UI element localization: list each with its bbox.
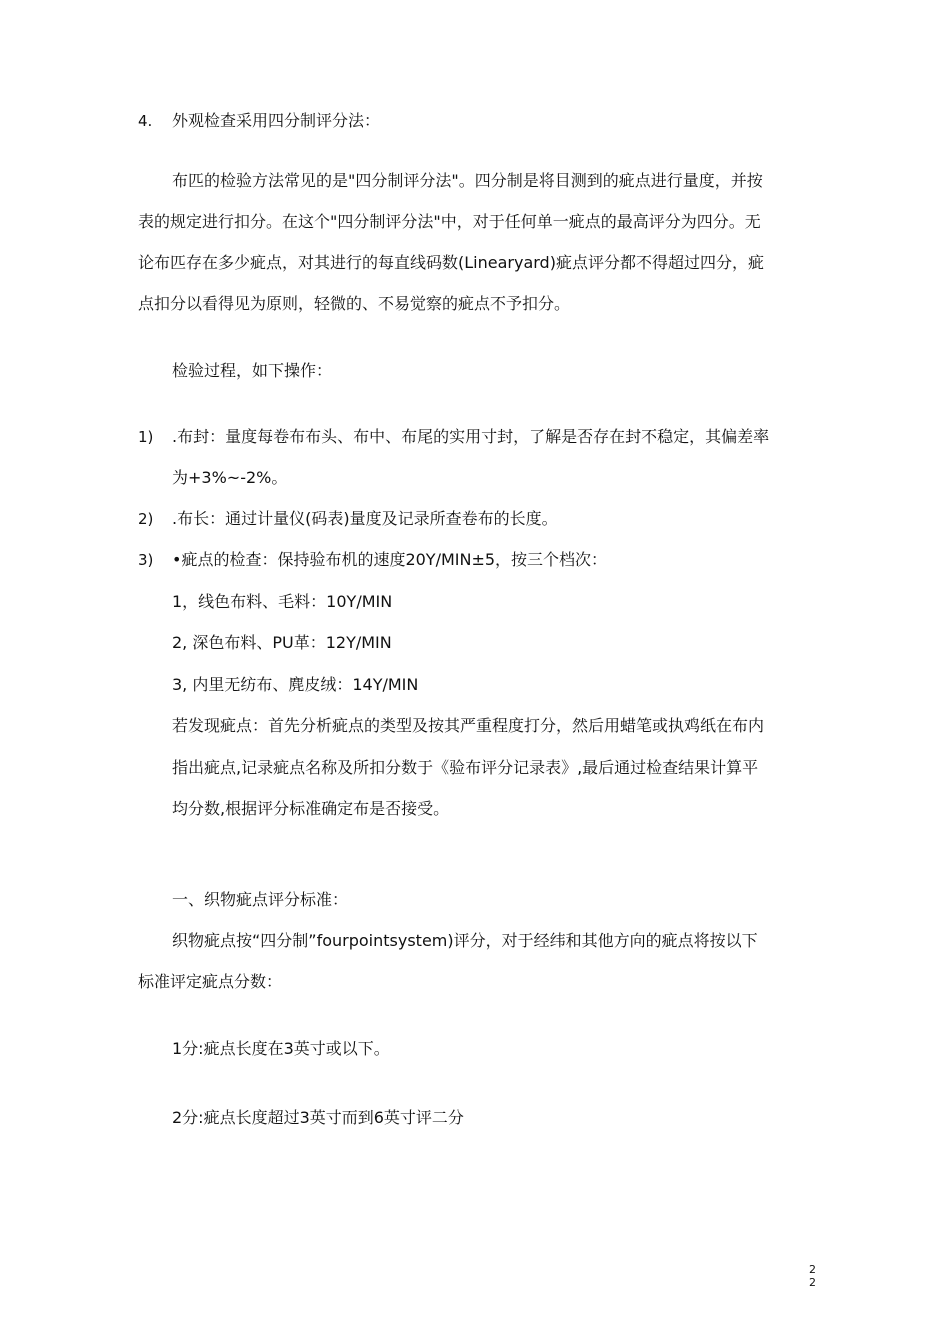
step-text: •疵点的检查：保持验布机的速度20Y/MIN±5，按三个档次：: [172, 550, 608, 569]
intro-line: 论布匹存在多少疵点，对其进行的每直线码数(Linearyard)疵点评分都不得超过四分，疵: [138, 253, 764, 272]
standard-title: 一、织物疵点评分标准：: [172, 890, 349, 909]
score-rule: 2分:疵点长度超过3英寸而到6英寸评二分: [172, 1108, 464, 1127]
standard-text: 织物疵点按“四分制”fourpointsystem)评分，对于经纬和其他方向的疵点将按以下: [172, 931, 758, 950]
heading-number: 4.: [138, 112, 153, 130]
page-number: 2: [809, 1276, 816, 1289]
speed-item: 2, 深色布料、PU革：12Y/MIN: [172, 633, 392, 652]
page-number: 2: [809, 1263, 816, 1276]
section-heading: 外观检查采用四分制评分法：: [172, 111, 381, 130]
score-rule: 1分:疵点长度在3英寸或以下。: [172, 1039, 390, 1058]
process-title: 检验过程，如下操作：: [172, 361, 333, 380]
intro-line: 表的规定进行扣分。在这个"四分制评分法"中，对于任何单一疵点的最高评分为四分。无: [138, 212, 761, 231]
step-number: 2): [138, 510, 154, 528]
step-number: 1): [138, 428, 154, 446]
defect-note-line: 指出疵点,记录疵点名称及所扣分数于《验布评分记录表》,最后通过检查结果计算平: [172, 758, 759, 777]
defect-note-line: 若发现疵点：首先分析疵点的类型及按其严重程度打分，然后用蜡笔或执鸡纸在布内: [172, 716, 765, 735]
standard-text: 标准评定疵点分数：: [138, 972, 283, 991]
step-text: 为+3%~-2%。: [172, 468, 288, 487]
step-text: .布封：量度每卷布布头、布中、布尾的实用寸封，了解是否存在封不稳定，其偏差率: [172, 427, 770, 446]
intro-line: 点扣分以看得见为原则，轻微的、不易觉察的疵点不予扣分。: [138, 294, 571, 313]
intro-line: 布匹的检验方法常见的是"四分制评分法"。四分制是将目测到的疵点进行量度，并按: [172, 171, 763, 190]
speed-item: 1，线色布料、毛料：10Y/MIN: [172, 592, 393, 611]
speed-item: 3, 内里无纺布、麂皮绒：14Y/MIN: [172, 675, 419, 694]
step-text: .布长：通过计量仪(码表)量度及记录所查卷布的长度。: [172, 509, 558, 528]
defect-note-line: 均分数,根据评分标准确定布是否接受。: [172, 799, 450, 818]
step-number: 3): [138, 551, 154, 569]
